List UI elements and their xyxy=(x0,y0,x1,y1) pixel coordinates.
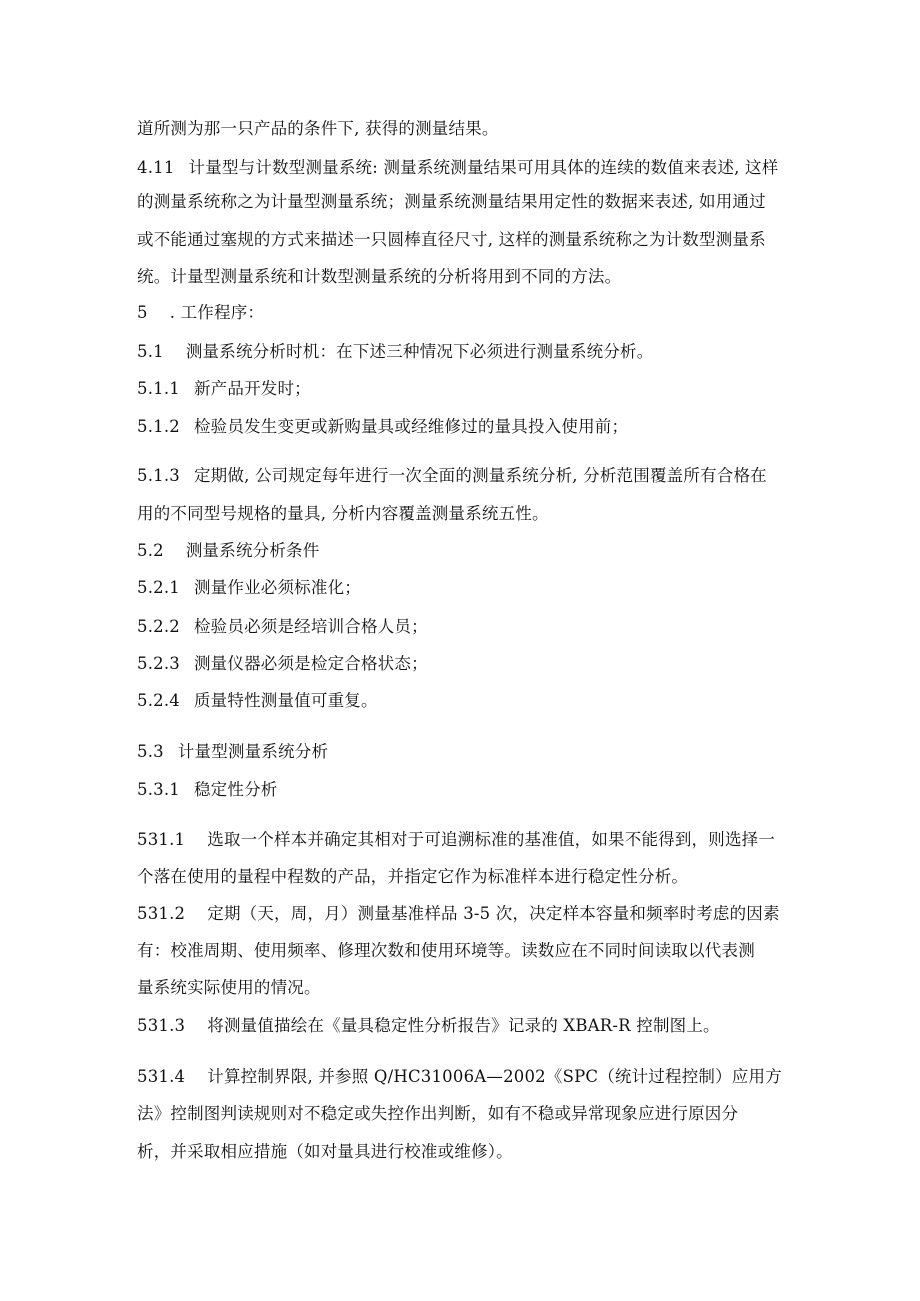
clause-number: 531.3 xyxy=(137,1016,186,1035)
line-text: 计算控制界限, 并参照 Q/HC31006A—2002《SPC（统计过程控制）应用方 xyxy=(207,1067,782,1086)
clause-number: 5.2.1 xyxy=(137,578,180,597)
clause-531-2 xyxy=(137,903,780,925)
clause-5-2-2 xyxy=(137,616,428,638)
clause-5-1 xyxy=(137,341,653,363)
clause-5-2-3 xyxy=(137,653,428,675)
clause-5-2-1 xyxy=(137,577,361,599)
body-line xyxy=(137,266,621,288)
clause-number: 5.2 xyxy=(137,541,164,560)
line-text: 稳定性分析 xyxy=(193,780,278,799)
clause-5-2-4 xyxy=(137,690,378,712)
clause-5-1-1 xyxy=(137,378,311,400)
line-text: 或不能通过塞规的方式来描述一只圆棒直径尺寸, 这样的测量系统称之为计数型测量系 xyxy=(137,230,766,249)
clause-number: 531.1 xyxy=(137,830,186,849)
clause-531-1 xyxy=(137,829,775,851)
line-text: . 工作程序： xyxy=(169,303,265,322)
line-text: 析，并采取相应措施（如对量具进行校准或维修）。 xyxy=(137,1142,513,1161)
clause-531-4 xyxy=(137,1066,782,1088)
clause-531-3 xyxy=(137,1015,720,1037)
line-text: 质量特性测量值可重复。 xyxy=(193,691,378,710)
line-text: 法》控制图判读规则对不稳定或失控作出判断，如有不稳或异常现象应进行原因分 xyxy=(137,1104,739,1123)
line-text: 新产品开发时； xyxy=(193,379,311,398)
clause-5-3-1 xyxy=(137,779,277,801)
line-text: 计量型测量系统分析 xyxy=(177,742,329,761)
line-text: 检验员必须是经培训合格人员； xyxy=(193,617,428,636)
line-text: 选取一个样本并确定其相对于可追溯标准的基准值，如果不能得到，则选择一 xyxy=(207,830,776,849)
line-text: 的测量系统称之为计量型测量系统；测量系统测量结果用定性的数据来表述, 如用通过 xyxy=(137,192,766,211)
clause-number: 5.2.2 xyxy=(137,617,180,636)
line-text: 道所测为那一只产品的条件下, 获得的测量结果。 xyxy=(137,119,499,138)
clause-5-1-3 xyxy=(137,465,767,487)
clause-4-11 xyxy=(137,157,778,179)
clause-number: 5.1.3 xyxy=(137,466,180,485)
section-5-heading xyxy=(137,302,264,324)
clause-5-1-2 xyxy=(137,416,628,438)
clause-number: 5.1 xyxy=(137,342,164,361)
clause-number: 5.1.1 xyxy=(137,379,180,398)
clause-number: 531.4 xyxy=(137,1067,186,1086)
clause-number: 5.3 xyxy=(137,742,164,761)
clause-number: 531.2 xyxy=(137,904,186,923)
body-line xyxy=(137,191,766,213)
clause-number: 5.1.2 xyxy=(137,417,180,436)
line-text: 统。计量型测量系统和计数型测量系统的分析将用到不同的方法。 xyxy=(137,267,622,286)
line-text: 计量型与计数型测量系统: 测量系统测量结果可用具体的连续的数值来表述, 这样 xyxy=(188,158,779,177)
clause-number: 5 xyxy=(137,303,148,322)
body-line xyxy=(137,229,766,251)
line-text: 将测量值描绘在《量具稳定性分析报告》记录的 XBAR-R 控制图上。 xyxy=(207,1016,720,1035)
line-text: 定期（天，周，月）测量基准样品 3-5 次，决定样本容量和频率时考虑的因素 xyxy=(207,904,780,923)
line-text: 有：校准周期、使用频率、修理次数和使用环境等。读数应在不同时间读取以代表测 xyxy=(137,941,755,960)
line-text: 个落在使用的量程中程数的产品，并指定它作为标准样本进行稳定性分析。 xyxy=(137,867,689,886)
clause-5-2 xyxy=(137,540,319,562)
clause-number: 5.2.3 xyxy=(137,654,180,673)
clause-number: 5.3.1 xyxy=(137,780,180,799)
clause-number: 4.11 xyxy=(137,158,175,177)
line-text: 测量仪器必须是检定合格状态； xyxy=(193,654,428,673)
body-line xyxy=(137,118,499,140)
body-line xyxy=(137,1141,513,1163)
clause-5-3 xyxy=(137,741,328,763)
line-text: 测量系统分析条件 xyxy=(185,541,320,560)
line-text: 量系统实际使用的情况。 xyxy=(137,978,321,997)
line-text: 测量系统分析时机：在下述三种情况下必须进行测量系统分析。 xyxy=(185,342,654,361)
line-text: 测量作业必须标准化； xyxy=(193,578,361,597)
line-text: 用的不同型号规格的量具, 分析内容覆盖测量系统五性。 xyxy=(137,504,549,523)
body-line xyxy=(137,866,688,888)
clause-number: 5.2.4 xyxy=(137,691,180,710)
line-text: 检验员发生变更或新购量具或经维修过的量具投入使用前； xyxy=(193,417,629,436)
body-line xyxy=(137,977,321,999)
body-line xyxy=(137,940,755,962)
line-text: 定期做, 公司规定每年进行一次全面的测量系统分析, 分析范围覆盖所有合格在 xyxy=(193,466,767,485)
body-line xyxy=(137,503,549,525)
body-line xyxy=(137,1103,738,1125)
